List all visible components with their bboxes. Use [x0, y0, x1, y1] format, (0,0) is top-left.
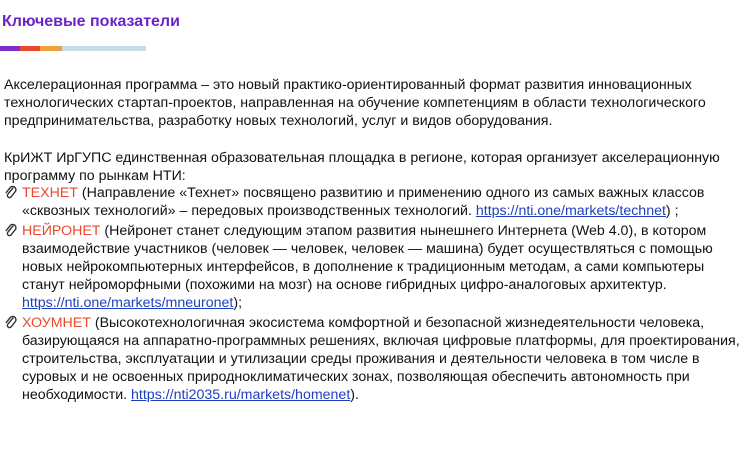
paperclip-icon — [4, 223, 18, 239]
market-description: (Высокотехнологичная экосистема комфортной и безопасной жизнедеятельности человека, базирующаяся на аппаратно-программных решениях, включая цифровые платформы, для проектирования, строительства, эксплуатации и утилизации среды проживания и деятельности человека в том числе в суровых и не освоенных природноклиматических зонах, позволяющая обеспечить автономность при необходимости. — [22, 315, 740, 403]
list-item — [4, 222, 748, 312]
paperclip-icon — [4, 315, 18, 331]
market-description: (Направление «Технет» посвящено развитию и применению одного из самых важных классов «сквозных технологий» – передовых производственных технологий. — [22, 185, 705, 219]
lead-paragraph: КрИЖТ ИрГУПС единственная образовательная площадка в регионе, которая организует акселерационную программу по рынкам НТИ: — [4, 150, 720, 184]
underline-segment-blue — [62, 46, 146, 51]
market-name: НЕЙРОНЕТ — [22, 223, 101, 239]
market-description: (Нейронет станет следующим этапом развития нынешнего Интернета (Web 4.0), в котором взаимодействие участников (человек — человек, человек — машина) будет осуществляться с помощью новых нейрокомпьютерных интерфейсов, в дополнение к традиционным методам, а сами компьютеры станут нейроморфными (похожими на мозг) на основе гибридных цифро-аналоговых архитектур. — [22, 223, 713, 293]
market-tail: ). — [350, 387, 359, 403]
intro-paragraph: Акселерационная программа – это новый практико-ориентированный формат развития инновационных технологических стартап-проектов, направленная на обучение компетенциям в области технологического предпринимательства, разработку новых технологий, услуг и видов оборудования. — [4, 77, 706, 129]
page-title: Ключевые показатели — [2, 13, 180, 30]
market-tail: ) ; — [665, 203, 679, 219]
underline-segment-red — [20, 46, 40, 51]
markets-list — [4, 184, 748, 406]
market-tail: ); — [233, 295, 243, 311]
market-link[interactable]: https://nti.one/markets/technet — [475, 203, 666, 219]
market-name: ТЕХНЕТ — [22, 185, 78, 201]
underline-segment-purple — [0, 46, 20, 51]
underline-segment-orange — [40, 46, 62, 51]
market-link[interactable]: https://nti.one/markets/mneuronet — [22, 295, 234, 311]
list-item — [4, 314, 748, 404]
list-item — [4, 184, 748, 220]
paperclip-icon — [4, 185, 18, 201]
market-name: ХОУМНЕТ — [22, 315, 91, 331]
market-link[interactable]: https://nti2035.ru/markets/homenet — [131, 387, 351, 403]
